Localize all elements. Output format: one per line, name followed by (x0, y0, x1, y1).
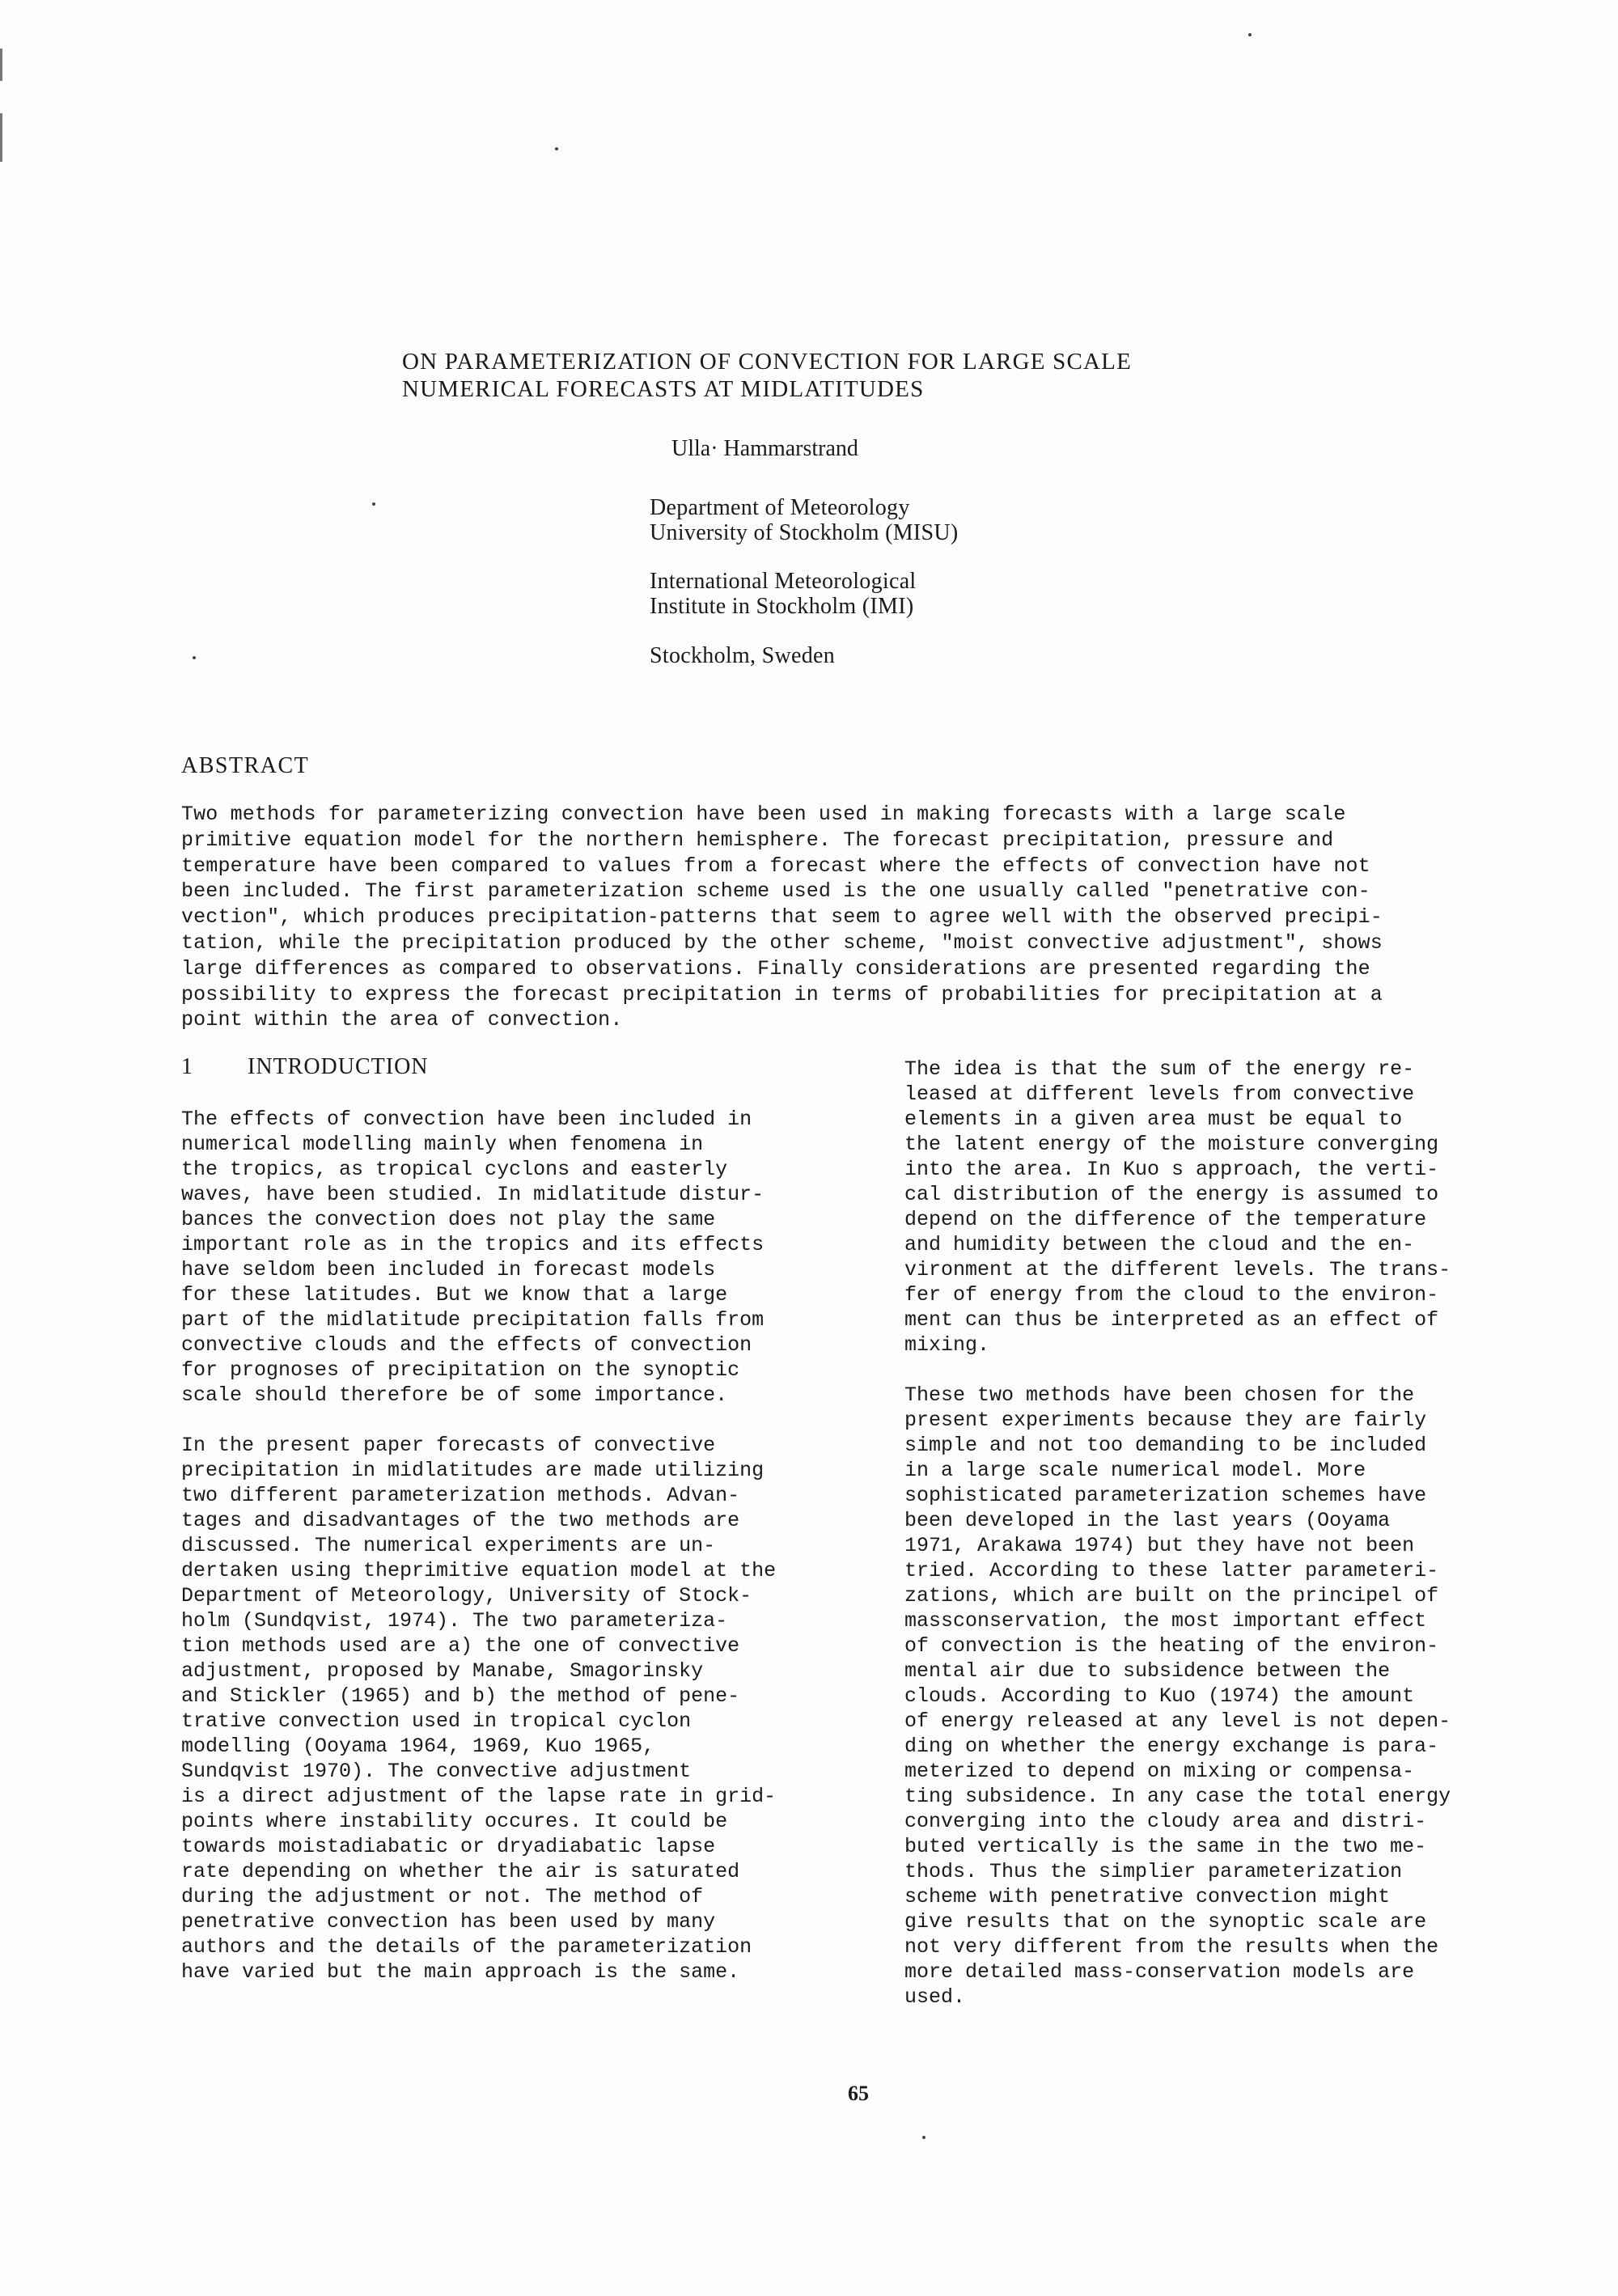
scan-speck (555, 147, 558, 150)
scan-speck (922, 2136, 925, 2139)
text-line: more detailed mass-conservation models are (904, 1960, 1415, 1984)
text-line: of convection is the heating of the environ- (904, 1634, 1439, 1658)
author-name: Ulla· Hammarstrand (671, 436, 858, 461)
abstract-line: possibility to express the forecast precipitation in terms of probabilities for precipitation at a (181, 982, 1383, 1006)
text-line: ting subsidence. In any case the total energy (904, 1785, 1451, 1808)
affiliation-line: Department of Meteorology (650, 495, 910, 520)
text-line: not very different from the results when the (904, 1935, 1439, 1959)
text-line: authors and the details of the parameterization (181, 1935, 752, 1959)
scan-speck (193, 656, 196, 659)
text-line: penetrative convection has been used by many (181, 1910, 716, 1934)
text-line: elements in a given area must be equal to (904, 1108, 1403, 1131)
page-number: 65 (848, 2082, 869, 2105)
text-line: leased at different levels from convective (904, 1082, 1415, 1106)
text-line: convective clouds and the effects of convection (181, 1333, 752, 1357)
abstract-line: point within the area of convection. (181, 1008, 623, 1032)
text-line: depend on the difference of the temperature (904, 1208, 1427, 1231)
text-line: the latent energy of the moisture converging (904, 1133, 1439, 1156)
text-line: two different parameterization methods. Advan- (181, 1484, 740, 1507)
text-line: in a large scale numerical model. More (904, 1459, 1366, 1482)
text-line: rate depending on whether the air is saturated (181, 1860, 740, 1883)
abstract-line: tation, while the precipitation produced by the other scheme, "moist convective adjustment", shows (181, 930, 1383, 955)
text-line: sophisticated parameterization schemes have (904, 1484, 1427, 1507)
text-line: simple and not too demanding to be included (904, 1434, 1427, 1457)
text-line: for prognoses of precipitation on the synoptic (181, 1358, 740, 1382)
abstract-line: vection", which produces precipitation-patterns that seem to agree well with the observed precipi- (181, 905, 1383, 930)
abstract-line: been included. The first parameterization scheme used is the one usually called "penetrative con- (181, 879, 1370, 904)
text-line: meterized to depend on mixing or compensa- (904, 1760, 1415, 1783)
text-line: holm (Sundqvist, 1974). The two parameteriza- (181, 1609, 728, 1633)
text-line: The idea is that the sum of the energy re- (904, 1057, 1415, 1081)
affiliation-imi (650, 569, 917, 619)
affiliation-location (650, 643, 835, 668)
affiliation-line: Institute in Stockholm (IMI) (650, 594, 914, 619)
paragraph-gap (904, 1358, 1519, 1383)
abstract-body (181, 802, 1492, 1033)
intro-paragraph-2 (181, 1433, 828, 1985)
text-line: massconservation, the most important effect (904, 1609, 1427, 1633)
left-column (181, 1107, 828, 1985)
scan-edge-mark (0, 49, 2, 81)
text-line: dertaken using theprimitive equation model at the (181, 1559, 777, 1582)
section-heading-introduction (181, 1053, 429, 1081)
text-line: and humidity between the cloud and the en- (904, 1233, 1415, 1256)
text-line: the tropics, as tropical cyclons and easterly (181, 1158, 728, 1181)
text-line: These two methods have been chosen for the (904, 1383, 1415, 1407)
scan-speck (1248, 33, 1252, 36)
text-line: Department of Meteorology, University of Stock- (181, 1584, 752, 1608)
affiliation-line: International Meteorological (650, 569, 917, 594)
paragraph-gap (181, 1408, 828, 1433)
abstract-line: large differences as compared to observations. Finally considerations are presented regarding the (181, 956, 1370, 981)
text-line: adjustment, proposed by Manabe, Smagorinsky (181, 1659, 704, 1683)
text-line: clouds. According to Kuo (1974) the amount (904, 1684, 1415, 1708)
text-line: give results that on the synoptic scale are (904, 1910, 1427, 1934)
text-line: cal distribution of the energy is assumed to (904, 1183, 1439, 1206)
scan-edge-mark (0, 113, 2, 162)
text-line: into the area. In Kuo s approach, the verti- (904, 1158, 1439, 1181)
text-line: 1971, Arakawa 1974) but they have not been (904, 1534, 1415, 1557)
text-line: important role as in the tropics and its effects (181, 1233, 765, 1256)
intro-paragraph-1 (181, 1107, 828, 1408)
right-column (904, 1057, 1519, 2010)
text-line: used. (904, 1985, 966, 2009)
text-line: zations, which are built on the principel of (904, 1584, 1439, 1608)
text-line: scale should therefore be of some importance. (181, 1383, 728, 1407)
affiliation-line: University of Stockholm (MISU) (650, 520, 959, 545)
section-title: INTRODUCTION (248, 1054, 429, 1079)
text-line: trative convection used in tropical cyclon (181, 1709, 692, 1733)
text-line: Sundqvist 1970). The convective adjustment (181, 1760, 692, 1783)
title-line: ON PARAMETERIZATION OF CONVECTION FOR LARGE SCALE (402, 349, 1132, 375)
abstract-line: temperature have been compared to values from a forecast where the effects of convection have not (181, 854, 1370, 878)
text-line: buted vertically is the same in the two me- (904, 1835, 1427, 1858)
text-line: tages and disadvantages of the two methods are (181, 1509, 740, 1532)
text-line: ding on whether the energy exchange is para- (904, 1735, 1439, 1758)
text-line: tried. According to these latter parameteri- (904, 1559, 1439, 1582)
text-line: been developed in the last years (Ooyama (904, 1509, 1391, 1532)
methods-paragraph-1 (904, 1057, 1519, 1358)
text-line: of energy released at any level is not depen- (904, 1709, 1451, 1733)
text-line: have varied but the main approach is the same. (181, 1960, 740, 1984)
text-line: and Stickler (1965) and b) the method of pene- (181, 1684, 740, 1708)
text-line: vironment at the different levels. The trans- (904, 1258, 1451, 1281)
text-line: precipitation in midlatitudes are made utilizing (181, 1459, 765, 1482)
text-line: converging into the cloudy area and distri- (904, 1810, 1427, 1833)
paper-title (402, 348, 1373, 403)
text-line: discussed. The numerical experiments are un- (181, 1534, 716, 1557)
text-line: scheme with penetrative convection might (904, 1885, 1391, 1908)
text-line: part of the midlatitude precipitation falls from (181, 1308, 765, 1332)
abstract-line: primitive equation model for the northern hemisphere. The forecast precipitation, pressure and (181, 828, 1334, 852)
text-line: towards moistadiabatic or dryadiabatic lapse (181, 1835, 716, 1858)
text-line: ment can thus be interpreted as an effect of (904, 1308, 1439, 1332)
text-line: have seldom been included in forecast models (181, 1258, 716, 1281)
text-line: The effects of convection have been included in (181, 1108, 752, 1131)
text-line: during the adjustment or not. The method of (181, 1885, 704, 1908)
text-line: numerical modelling mainly when fenomena in (181, 1133, 704, 1156)
scan-speck (372, 502, 375, 506)
text-line: mental air due to subsidence between the (904, 1659, 1391, 1683)
text-line: for these latitudes. But we know that a large (181, 1283, 728, 1307)
text-line: mixing. (904, 1333, 990, 1357)
text-line: bances the convection does not play the same (181, 1208, 716, 1231)
methods-paragraph-2 (904, 1383, 1519, 2010)
abstract-line: Two methods for parameterizing convection have been used in making forecasts with a large scale (181, 803, 1346, 826)
affiliation-misu (650, 495, 959, 545)
text-line: thods. Thus the simplier parameterization (904, 1860, 1403, 1883)
text-line: fer of energy from the cloud to the environ- (904, 1283, 1439, 1307)
text-line: In the present paper forecasts of convective (181, 1434, 716, 1457)
text-line: is a direct adjustment of the lapse rate in grid- (181, 1785, 777, 1808)
text-line: modelling (Ooyama 1964, 1969, Kuo 1965, (181, 1735, 655, 1758)
abstract-heading: ABSTRACT (181, 753, 310, 778)
text-line: points where instability occures. It could be (181, 1810, 728, 1833)
text-line: waves, have been studied. In midlatitude distur- (181, 1183, 765, 1206)
text-line: present experiments because they are fairly (904, 1409, 1427, 1432)
affiliation-line: Stockholm, Sweden (650, 643, 836, 668)
title-line: NUMERICAL FORECASTS AT MIDLATITUDES (402, 376, 925, 402)
section-number: 1 (181, 1054, 193, 1079)
text-line: tion methods used are a) the one of convective (181, 1634, 740, 1658)
